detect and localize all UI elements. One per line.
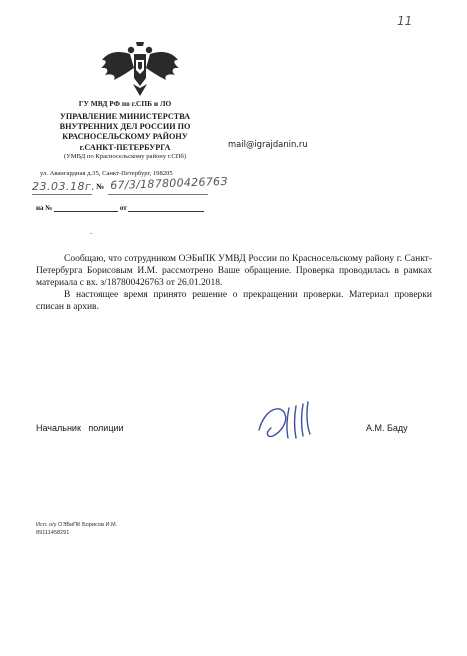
number-underline bbox=[108, 194, 208, 195]
reference-from-label: от bbox=[119, 204, 127, 212]
addressee-email: mail@igrajdanin.ru bbox=[228, 139, 308, 149]
executor-phone: 89111458291 bbox=[36, 530, 70, 536]
executor-info bbox=[36, 521, 117, 537]
organization-full-name bbox=[30, 112, 220, 153]
body-paragraph: В настоящее время принято решение о прекращении проверки. Материал проверки списан в архив. bbox=[36, 290, 432, 312]
organization-abbreviation-note: (УМВД по Красносельскому району г.СПб) bbox=[63, 153, 187, 160]
signatory-position: Начальник полиции bbox=[36, 423, 124, 433]
reference-number-blank bbox=[54, 204, 118, 212]
organization-name-line: г.САНКТ-ПЕТЕРБУРГА bbox=[79, 142, 171, 152]
signatory-name: А.М. Баду bbox=[366, 423, 408, 433]
letter-body bbox=[36, 253, 432, 313]
date-underline bbox=[32, 194, 92, 195]
stray-dot: . bbox=[90, 227, 92, 236]
page-number: 11 bbox=[397, 14, 413, 28]
handwritten-signature bbox=[255, 400, 325, 444]
organization-short-name: ГУ МВД РФ по г.СПБ и ЛО bbox=[78, 99, 172, 108]
handwritten-outgoing-number: 67/3/18780042676З bbox=[110, 174, 228, 192]
double-headed-eagle-emblem-icon bbox=[100, 40, 180, 98]
number-sign-label: № bbox=[96, 182, 105, 191]
reference-line bbox=[36, 204, 204, 212]
body-paragraph: Сообщаю, что сотрудником ОЭБиПК УМВД России по Красносельскому району г. Санкт-Петербурга Борисовым И.М. рассмотрено Ваше обращение. Проверка проводилась в рамках материала с вх. з/187800426763 от 26.01.2018. bbox=[36, 254, 432, 288]
reference-number-label: на № bbox=[36, 204, 53, 212]
organization-name-line: УПРАВЛЕНИЕ МИНИСТЕРСТВА bbox=[59, 112, 191, 121]
registration-line bbox=[32, 174, 332, 198]
reference-date-blank bbox=[128, 204, 204, 212]
organization-name-line: ВНУТРЕННИХ ДЕЛ РОССИИ ПО bbox=[59, 122, 191, 132]
organization-address: ул. Авангардная д.35, Санкт-Петербург, 198205 bbox=[40, 170, 173, 177]
executor-name: Исп. о/у ОЭБиПК Борисов И.М. bbox=[36, 522, 118, 528]
organization-name-line: КРАСНОСЕЛЬСКОМУ РАЙОНУ bbox=[62, 132, 188, 142]
handwritten-date: 23.03.18г. bbox=[32, 180, 96, 193]
